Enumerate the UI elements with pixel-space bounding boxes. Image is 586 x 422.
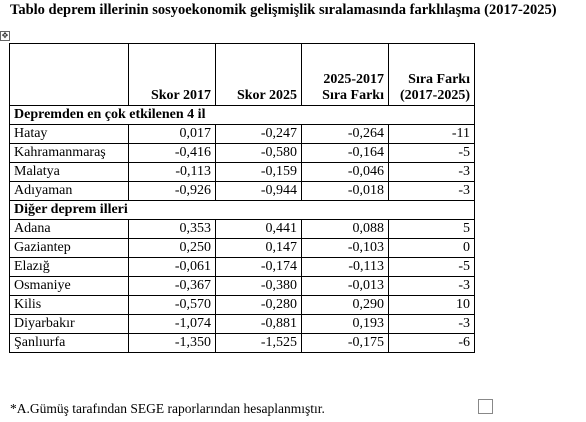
cell-il: Diyarbakır: [10, 315, 129, 334]
cell-sira: -3: [389, 163, 475, 182]
header-fark: 2025-2017 Sıra Farkı: [302, 44, 389, 106]
table-row: [10, 296, 475, 315]
cell-sira: 0: [389, 239, 475, 258]
cell-sira: -3: [389, 182, 475, 201]
group-label: Depremden en çok etkilenen 4 il: [10, 106, 475, 125]
cell-skor2025: -1,525: [216, 334, 302, 353]
cell-skor2017: -0,113: [129, 163, 216, 182]
cell-sira: -3: [389, 315, 475, 334]
group-header-row: [10, 201, 475, 220]
cell-skor2017: -0,416: [129, 144, 216, 163]
cell-fark: 0,290: [302, 296, 389, 315]
table-resize-handle-icon[interactable]: [478, 399, 493, 414]
table-title: Tablo deprem illerinin sosyoekonomik gelişmişlik sıralamasında farklılaşma (2017-2025): [10, 2, 557, 18]
header-skor-2017: Skor 2017: [129, 44, 216, 106]
cell-il: Kahramanmaraş: [10, 144, 129, 163]
cell-il: Gaziantep: [10, 239, 129, 258]
cell-sira: 10: [389, 296, 475, 315]
cell-il: Hatay: [10, 125, 129, 144]
cell-il: Kilis: [10, 296, 129, 315]
table-row: [10, 125, 475, 144]
header-sira-farki: Sıra Farkı (2017-2025): [389, 44, 475, 106]
cell-il: Şanlıurfa: [10, 334, 129, 353]
cell-skor2025: -0,944: [216, 182, 302, 201]
cell-sira: -5: [389, 258, 475, 277]
cell-il: Adıyaman: [10, 182, 129, 201]
group-label: Diğer deprem illeri: [10, 201, 475, 220]
cell-il: Adana: [10, 220, 129, 239]
group-header-row: [10, 106, 475, 125]
cell-fark: -0,113: [302, 258, 389, 277]
cell-skor2017: -0,061: [129, 258, 216, 277]
table-row: [10, 258, 475, 277]
cell-skor2017: -0,926: [129, 182, 216, 201]
cell-skor2017: 0,353: [129, 220, 216, 239]
table-row: [10, 163, 475, 182]
cell-skor2025: 0,147: [216, 239, 302, 258]
cell-sira: -6: [389, 334, 475, 353]
cell-fark: -0,046: [302, 163, 389, 182]
cell-skor2017: -0,367: [129, 277, 216, 296]
cell-sira: -5: [389, 144, 475, 163]
cell-skor2017: 0,017: [129, 125, 216, 144]
cell-skor2017: -0,570: [129, 296, 216, 315]
table-row: [10, 239, 475, 258]
cell-skor2025: -0,881: [216, 315, 302, 334]
cell-skor2025: -0,159: [216, 163, 302, 182]
cell-skor2017: 0,250: [129, 239, 216, 258]
cell-fark: 0,088: [302, 220, 389, 239]
cell-il: Elazığ: [10, 258, 129, 277]
table-row: [10, 144, 475, 163]
table-row: [10, 315, 475, 334]
table-move-handle-icon[interactable]: ✥: [1, 31, 9, 40]
cell-sira: 5: [389, 220, 475, 239]
cell-skor2025: -0,380: [216, 277, 302, 296]
cell-fark: -0,103: [302, 239, 389, 258]
footnote: *A.Gümüş tarafından SEGE raporlarından hesaplanmıştır.: [10, 401, 325, 416]
header-skor-2025: Skor 2025: [216, 44, 302, 106]
header-row: [10, 44, 475, 106]
cell-fark: -0,013: [302, 277, 389, 296]
table-row: [10, 334, 475, 353]
table-row: [10, 182, 475, 201]
table-row: [10, 220, 475, 239]
cell-fark: -0,175: [302, 334, 389, 353]
cell-il: Malatya: [10, 163, 129, 182]
cell-il: Osmaniye: [10, 277, 129, 296]
cell-fark: 0,193: [302, 315, 389, 334]
cell-skor2025: -0,280: [216, 296, 302, 315]
table-row: [10, 277, 475, 296]
cell-skor2025: -0,247: [216, 125, 302, 144]
header-il: [10, 44, 129, 106]
cell-sira: -3: [389, 277, 475, 296]
cell-skor2025: 0,441: [216, 220, 302, 239]
cell-skor2025: -0,580: [216, 144, 302, 163]
cell-skor2025: -0,174: [216, 258, 302, 277]
data-table: [9, 43, 475, 353]
cell-fark: -0,164: [302, 144, 389, 163]
cell-skor2017: -1,350: [129, 334, 216, 353]
cell-fark: -0,264: [302, 125, 389, 144]
cell-fark: -0,018: [302, 182, 389, 201]
cell-sira: -11: [389, 125, 475, 144]
cell-skor2017: -1,074: [129, 315, 216, 334]
